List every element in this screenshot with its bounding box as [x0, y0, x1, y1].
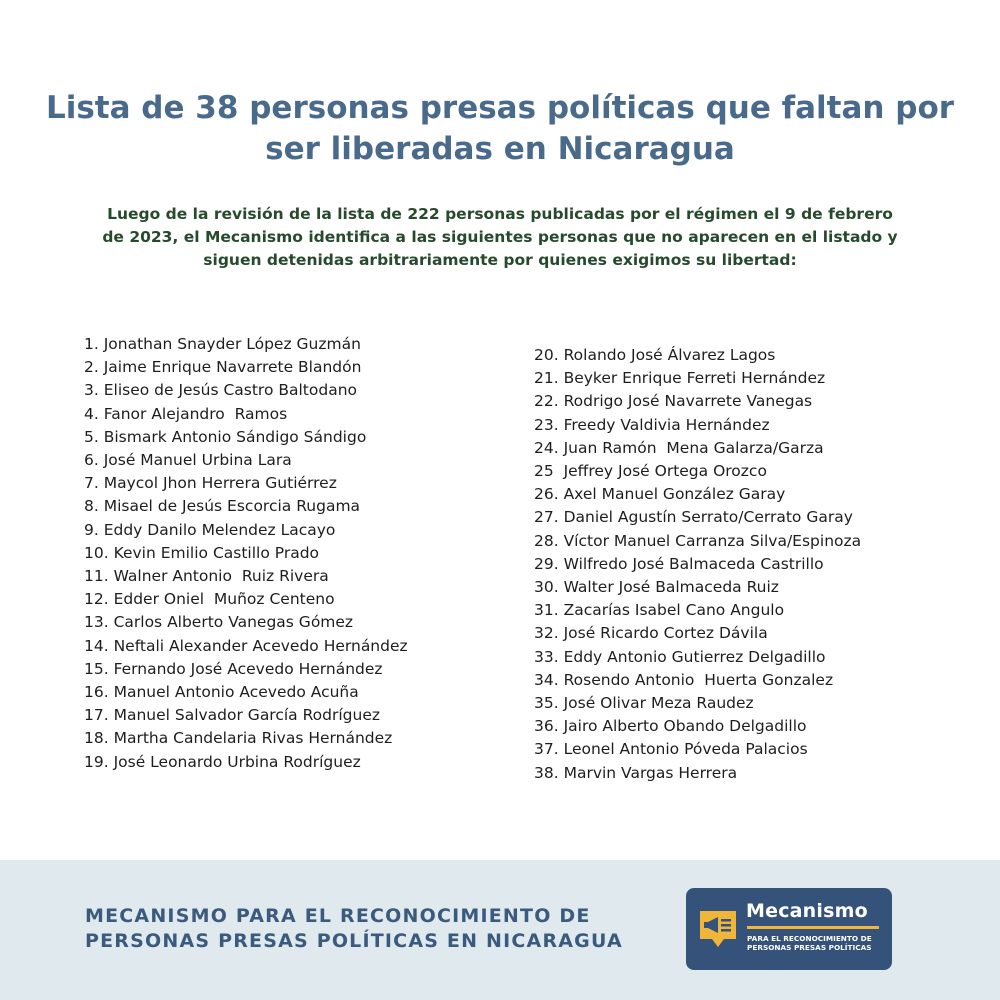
list-item: 32. José Ricardo Cortez Dávila	[534, 624, 768, 643]
list-item: 33. Eddy Antonio Gutierrez Delgadillo	[534, 647, 826, 666]
list-item: 4. Fanor Alejandro Ramos	[84, 404, 288, 423]
list-item: 6. José Manuel Urbina Lara	[84, 451, 292, 470]
logo-tagline	[747, 934, 872, 952]
list-item: 1. Jonathan Snayder López Guzmán	[84, 335, 361, 353]
list-item: 30. Walter José Balmaceda Ruiz	[534, 578, 779, 597]
page-title	[40, 88, 960, 170]
list-item: 23. Freedy Valdivia Hernández	[534, 415, 770, 434]
footer-organization-name	[85, 904, 623, 954]
list-item: 26. Axel Manuel González Garay	[534, 485, 786, 504]
list-item: 29. Wilfredo José Balmaceda Castrillo	[534, 554, 824, 573]
subtitle-line-1: Luego de la revisión de la lista de 222 personas publicadas por el régimen el 9 de febrero	[107, 205, 893, 223]
list-item: 38. Marvin Vargas Herrera	[534, 763, 738, 782]
list-item: 3. Eliseo de Jesús Castro Baltodano	[84, 381, 358, 400]
list-item: 14. Neftali Alexander Acevedo Hernández	[84, 636, 408, 655]
list-item: 7. Maycol Jhon Herrera Gutiérrez	[84, 474, 337, 493]
list-item: 36. Jairo Alberto Obando Delgadillo	[534, 717, 807, 736]
list-item: 5. Bismark Antonio Sándigo Sándigo	[84, 427, 367, 446]
footer-banner	[0, 860, 1000, 1000]
list-item: 19. José Leonardo Urbina Rodríguez	[84, 752, 361, 771]
logo-divider	[747, 926, 879, 929]
subtitle-line-2: de 2023, el Mecanismo identifica a las siguientes personas que no aparecen en el listado y	[102, 228, 898, 246]
list-item: 18. Martha Candelaria Rivas Hernández	[84, 729, 393, 748]
prisoner-list-right	[534, 344, 861, 785]
list-item: 20. Rolando José Álvarez Lagos	[534, 346, 776, 364]
megaphone-icon	[696, 905, 740, 949]
list-item: 28. Víctor Manuel Carranza Silva/Espinoza	[534, 531, 862, 550]
list-item: 21. Beyker Enrique Ferreti Hernández	[534, 369, 826, 388]
list-item: 22. Rodrigo José Navarrete Vanegas	[534, 392, 813, 411]
list-item: 35. José Olivar Meza Raudez	[534, 694, 754, 713]
page-subtitle	[55, 203, 945, 272]
list-item: 37. Leonel Antonio Póveda Palacios	[534, 740, 808, 759]
title-line-1: Lista de 38 personas presas políticas que faltan por	[45, 90, 955, 126]
list-item: 34. Rosendo Antonio Huerta Gonzalez	[534, 670, 834, 689]
subtitle-line-3: siguen detenidas arbitrariamente por quienes exigimos su libertad:	[203, 251, 797, 269]
logo-tagline-line-1: PARA EL RECONOCIMIENTO DE	[747, 934, 872, 943]
footer-line-2: PERSONAS PRESAS POLÍTICAS EN NICARAGUA	[85, 930, 623, 952]
list-item: 27. Daniel Agustín Serrato/Cerrato Garay	[534, 508, 853, 527]
list-item: 31. Zacarías Isabel Cano Angulo	[534, 601, 785, 620]
list-item: 11. Walner Antonio Ruiz Rivera	[84, 567, 329, 586]
list-item: 9. Eddy Danilo Melendez Lacayo	[84, 520, 336, 539]
logo-tagline-line-2: PERSONAS PRESAS POLÍTICAS	[747, 943, 872, 952]
footer-line-1: MECANISMO PARA EL RECONOCIMIENTO DE	[85, 905, 591, 927]
list-item: 12. Edder Oniel Muñoz Centeno	[84, 590, 335, 609]
list-item: 13. Carlos Alberto Vanegas Gómez	[84, 613, 354, 632]
title-line-2: ser liberadas en Nicaragua	[265, 131, 735, 167]
mecanismo-logo	[686, 888, 892, 970]
prisoner-list-left	[84, 333, 408, 774]
list-item: 2. Jaime Enrique Navarrete Blandón	[84, 358, 362, 377]
list-item: 25 Jeffrey José Ortega Orozco	[534, 462, 767, 481]
list-item: 10. Kevin Emilio Castillo Prado	[84, 543, 320, 562]
list-item: 24. Juan Ramón Mena Galarza/Garza	[534, 438, 824, 457]
list-item: 16. Manuel Antonio Acevedo Acuña	[84, 683, 359, 702]
logo-name: Mecanismo	[746, 900, 868, 922]
list-item: 17. Manuel Salvador García Rodríguez	[84, 706, 381, 725]
list-item: 8. Misael de Jesús Escorcia Rugama	[84, 497, 361, 516]
list-item: 15. Fernando José Acevedo Hernández	[84, 659, 383, 678]
